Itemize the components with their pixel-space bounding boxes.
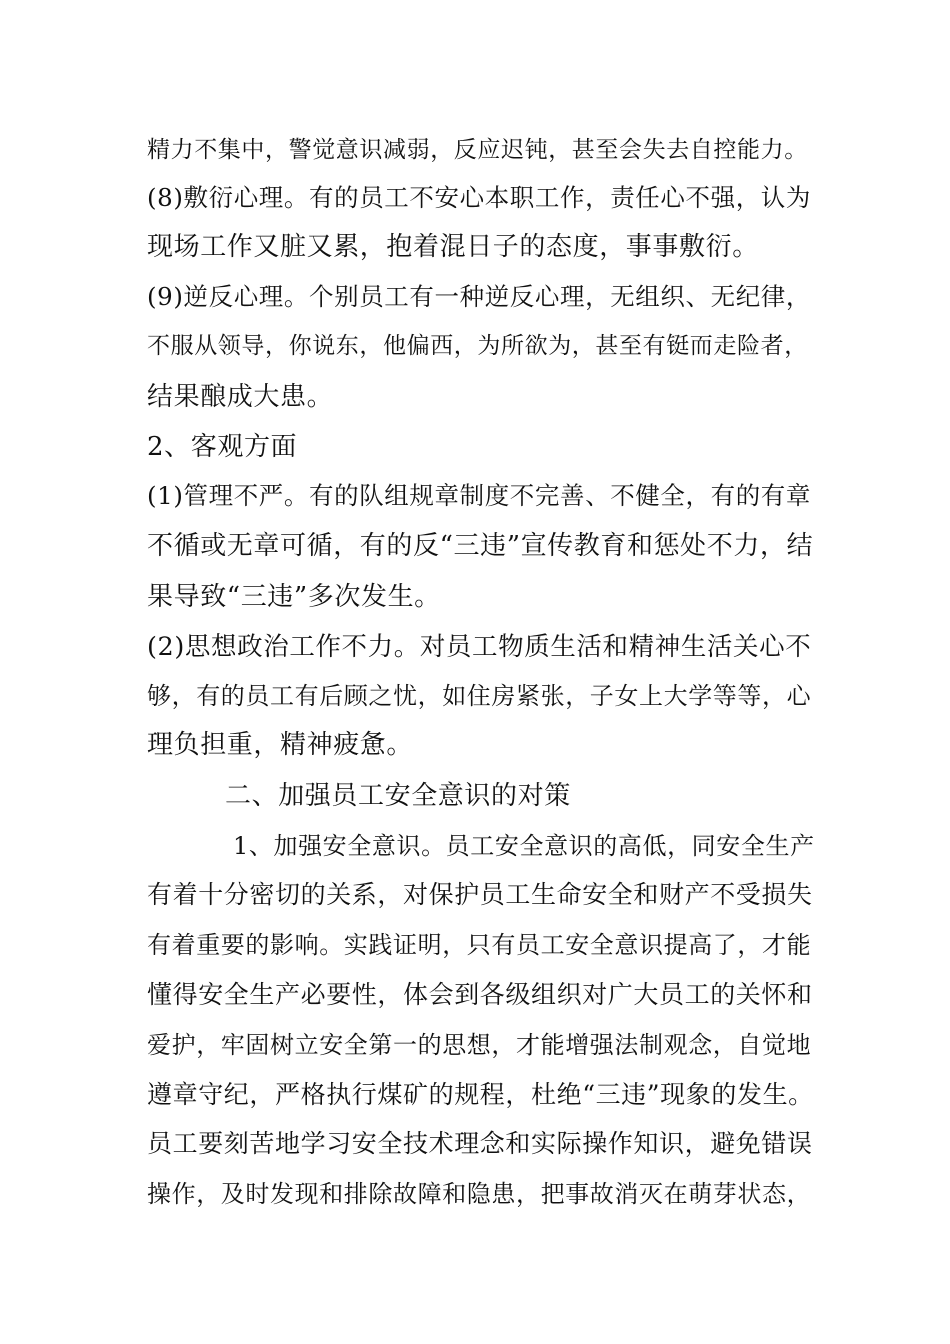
text-line-8: (1)管理不严。有的队组规章制度不完善、不健全，有的有章 (147, 481, 812, 510)
section-heading-countermeasures: 二、加强员工安全意识的对策 (225, 781, 571, 811)
text-line-3: 现场工作又脏又累，抱着混日子的态度，事事敷衍。 (147, 232, 759, 262)
text-line-18: 懂得安全生产必要性，体会到各级组织对广大员工的关怀和 (147, 980, 813, 1009)
text-line-6: 结果酿成大患。 (147, 382, 334, 412)
text-line-17: 有着重要的影响。实践证明，只有员工安全意识提高了，才能 (147, 931, 812, 959)
text-line-13: 理负担重，精神疲惫。 (147, 730, 414, 760)
text-line-10: 果导致“三违”多次发生。 (147, 582, 441, 612)
text-line-12: 够，有的员工有后顾之忧，如住房紧张，子女上大学等等，心 (147, 682, 812, 710)
text-line-4: (9)逆反心理。个别员工有一种逆反心理，无组织、无纪律， (147, 282, 812, 311)
text-line-21: 员工要刻苦地学习安全技术理念和实际操作知识，避免错误 (147, 1129, 813, 1158)
text-line-9: 不循或无章可循，有的反“三违”宣传教育和惩处不力，结 (147, 531, 814, 561)
text-line-11: (2)思想政治工作不力。对员工物质生活和精神生活关心不 (147, 632, 812, 662)
text-line-22: 操作，及时发现和排除故障和隐患，把事故消灭在萌芽状态， (147, 1180, 812, 1208)
text-line-15: 1、加强安全意识。员工安全意识的高低，同安全生产 (233, 832, 815, 860)
text-line-20: 遵章守纪，严格执行煤矿的规程，杜绝“三违”现象的发生。 (147, 1080, 814, 1109)
text-line-16: 有着十分密切的关系，对保护员工生命安全和财产不受损失 (147, 880, 813, 909)
text-line-5: 不服从领导，你说东，他偏西，为所欲为，甚至有铤而走险者， (147, 333, 808, 359)
section-heading-objective: 2、客观方面 (147, 432, 298, 462)
text-line-1: 精力不集中，警觉意识减弱，反应迟钝，甚至会失去自控能力。 (147, 137, 808, 163)
text-line-19: 爱护，牢固树立安全第一的思想，才能增强法制观念，自觉地 (147, 1031, 812, 1059)
text-line-2: (8)敷衍心理。有的员工不安心本职工作，责任心不强，认为 (147, 183, 812, 212)
